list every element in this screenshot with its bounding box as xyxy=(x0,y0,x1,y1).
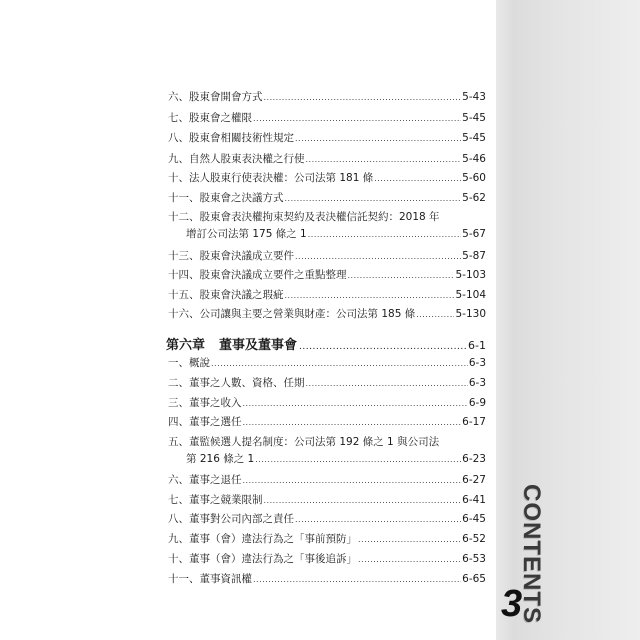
toc-entry[interactable] xyxy=(168,288,486,303)
toc-entry[interactable] xyxy=(168,90,486,105)
toc-entry-page: 6-41 xyxy=(462,494,486,506)
leader-dots xyxy=(264,494,462,508)
leader-dots xyxy=(243,397,468,411)
toc-entry-label: 第 216 條之 1 xyxy=(186,453,255,465)
leader-dots xyxy=(295,250,461,264)
toc-entry-page: 5-103 xyxy=(455,269,486,281)
leader-dots xyxy=(416,308,454,322)
toc-entry-line1[interactable] xyxy=(168,210,486,224)
toc-entry-label: 十五、股東會決議之瑕疵 xyxy=(168,289,284,301)
leader-dots xyxy=(253,573,461,587)
toc-entry[interactable] xyxy=(168,493,486,508)
leader-dots xyxy=(358,553,461,567)
toc-entry-page: 6-27 xyxy=(462,474,486,486)
toc-entry-label: 八、股東會相關技術性規定 xyxy=(168,132,294,144)
toc-entry-label: 十、法人股東行使表決權：公司法第 181 條 xyxy=(168,172,374,184)
toc-entry-label: 五、董監候選人提名制度：公司法第 192 條之 1 與公司法 xyxy=(168,436,440,448)
toc-entry-line1[interactable] xyxy=(168,435,486,449)
toc-entry[interactable] xyxy=(168,552,486,567)
leader-dots xyxy=(285,289,455,303)
toc-entry-page: 5-67 xyxy=(462,228,486,240)
toc-entry-page: 6-45 xyxy=(462,513,486,525)
toc-entry[interactable] xyxy=(168,415,486,430)
toc-entry-label: 七、董事之競業限制 xyxy=(168,494,263,506)
toc-entry[interactable] xyxy=(168,111,486,126)
toc-entry[interactable] xyxy=(186,227,486,242)
toc-entry-label: 九、董事（會）違法行為之「事前預防」 xyxy=(168,533,357,545)
leader-dots xyxy=(306,153,462,167)
toc-entry-page: 6-65 xyxy=(462,573,486,585)
toc-entry-label: 九、自然人股東表決權之行使 xyxy=(168,153,305,165)
toc-entry-page: 6-53 xyxy=(462,553,486,565)
leader-dots xyxy=(255,453,461,467)
toc-entry-label: 七、股東會之權限 xyxy=(168,112,252,124)
leader-dots xyxy=(253,112,461,126)
leader-dots xyxy=(295,513,461,527)
leader-dots xyxy=(243,474,462,488)
leader-dots xyxy=(306,377,468,391)
toc-entry-page: 5-62 xyxy=(462,192,486,204)
toc-entry[interactable] xyxy=(168,191,486,206)
toc-entry-label: 六、股東會開會方式 xyxy=(168,91,263,103)
chapter-page: 6-1 xyxy=(468,339,486,352)
leader-dots xyxy=(299,342,466,352)
toc-entry-page: 5-45 xyxy=(462,132,486,144)
toc-entry-label: 十二、股東會表決權拘束契約及表決權信託契約：2018 年 xyxy=(168,211,440,223)
toc-entry-label: 十四、股東會決議成立要件之重點整理 xyxy=(168,269,347,281)
leader-dots xyxy=(264,91,462,105)
toc-entry-label: 十一、股東會之決議方式 xyxy=(168,192,284,204)
toc-entry-page: 6-23 xyxy=(462,453,486,465)
toc-entry-label: 二、董事之人數、資格、任期 xyxy=(168,377,305,389)
toc-entry[interactable] xyxy=(168,512,486,527)
leader-dots xyxy=(295,132,461,146)
toc-entry[interactable] xyxy=(168,572,486,587)
toc-entry-page: 6-17 xyxy=(462,416,486,428)
toc-entry-page: 5-60 xyxy=(462,172,486,184)
chapter-number: 第六章 xyxy=(166,338,206,353)
toc-entry[interactable] xyxy=(168,171,486,186)
toc-entry[interactable] xyxy=(186,452,486,467)
toc-entry-label: 十三、股東會決議成立要件 xyxy=(168,250,294,262)
chapter-title: 董事及董事會 xyxy=(219,338,298,353)
leader-dots xyxy=(285,192,462,206)
toc-entry-label: 十六、公司讓與主要之營業與財產：公司法第 185 條 xyxy=(168,308,416,320)
toc-entry-label: 增訂公司法第 175 條之 1 xyxy=(186,228,307,240)
leader-dots xyxy=(358,533,461,547)
toc-entry-page: 5-46 xyxy=(462,153,486,165)
leader-dots xyxy=(374,172,461,186)
toc-entry-page: 6-52 xyxy=(462,533,486,545)
toc-entry-label: 一、概說 xyxy=(168,357,210,369)
toc-entry[interactable] xyxy=(168,152,486,167)
toc-entry-page: 6-3 xyxy=(468,377,486,389)
toc-entry-page: 6-3 xyxy=(468,357,486,369)
toc-entry[interactable] xyxy=(168,532,486,547)
toc-entry-page: 5-104 xyxy=(455,289,486,301)
toc-entry-page: 5-87 xyxy=(462,250,486,262)
toc-entry[interactable] xyxy=(168,249,486,264)
toc-entry-page: 6-9 xyxy=(468,397,486,409)
chapter-heading[interactable] xyxy=(166,334,486,353)
toc-entry[interactable] xyxy=(168,268,486,283)
toc-entry[interactable] xyxy=(168,396,486,411)
toc-entry[interactable] xyxy=(168,307,486,322)
contents-side-label: CONTENTS xyxy=(518,484,545,624)
toc-entry-page: 5-45 xyxy=(462,112,486,124)
leader-dots xyxy=(348,269,455,283)
toc-entry-label: 十一、董事資訊權 xyxy=(168,573,252,585)
toc-entry-label: 六、董事之退任 xyxy=(168,474,242,486)
toc-entry-label: 八、董事對公司內部之責任 xyxy=(168,513,294,525)
toc-entry[interactable] xyxy=(168,131,486,146)
toc-entry-page: 5-43 xyxy=(462,91,486,103)
leader-dots xyxy=(308,228,461,242)
section-number: 3 xyxy=(501,583,523,625)
toc-entry-label: 四、董事之選任 xyxy=(168,416,242,428)
toc-entry[interactable] xyxy=(168,473,486,488)
toc-entry-page: 5-130 xyxy=(455,308,486,320)
leader-dots xyxy=(211,357,468,371)
toc-entry-label: 三、董事之收入 xyxy=(168,397,242,409)
toc-entry[interactable] xyxy=(168,376,486,391)
toc-entry-label: 十、董事（會）違法行為之「事後追訴」 xyxy=(168,553,357,565)
leader-dots xyxy=(243,416,462,430)
toc-entry[interactable] xyxy=(168,356,486,371)
